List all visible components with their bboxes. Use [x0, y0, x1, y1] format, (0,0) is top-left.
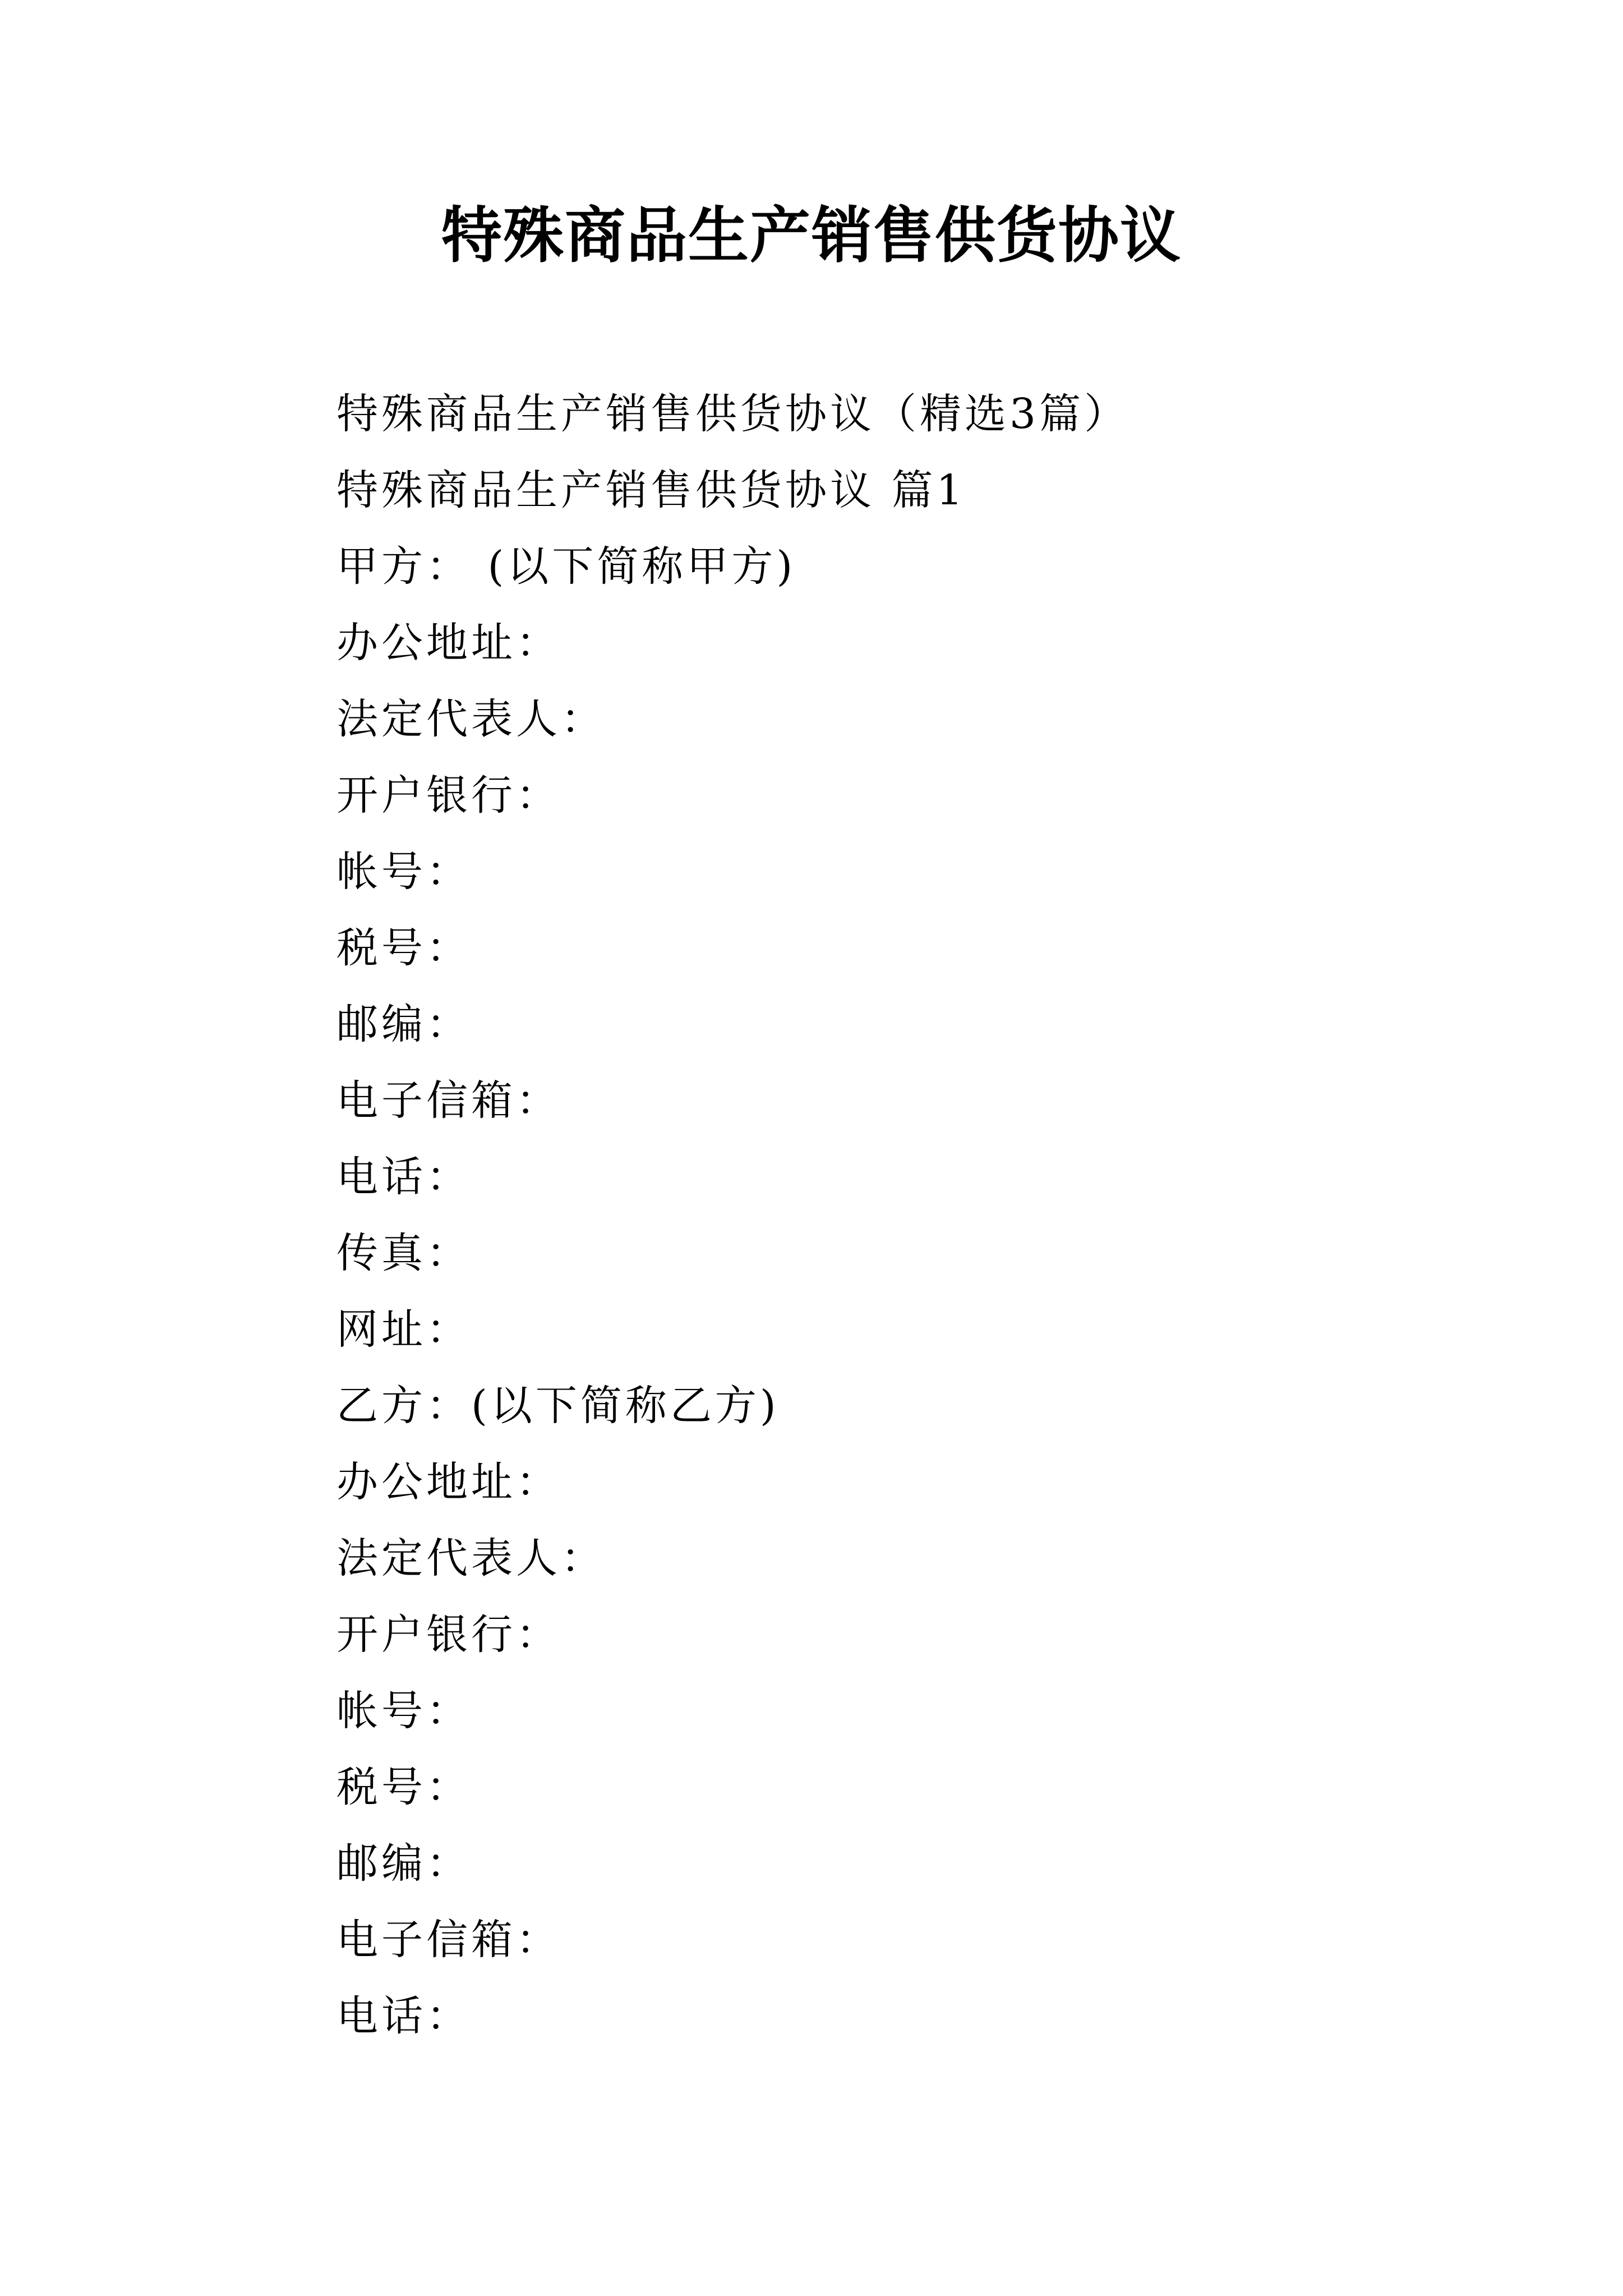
party-b-office-address: 办公地址： [336, 1458, 561, 1506]
subtitle-line: 特殊商品生产销售供货协议（精选3篇） [336, 390, 1129, 438]
document-body [336, 376, 1514, 2054]
party-a-tax-number: 税号： [336, 924, 471, 972]
party-a-fax: 传真： [336, 1229, 471, 1277]
party-a-website: 网址： [336, 1305, 471, 1354]
party-a-label: 甲方： (以下简称甲方) [336, 542, 796, 591]
party-b-tax-number: 税号： [336, 1763, 471, 1811]
party-b-legal-representative: 法定代表人： [336, 1534, 606, 1582]
party-b-email: 电子信箱： [336, 1916, 561, 1964]
party-b-label: 乙方：(以下简称乙方) [336, 1382, 780, 1430]
party-a-postcode: 邮编： [336, 1000, 471, 1048]
party-a-account: 帐号： [336, 848, 471, 896]
party-b-phone: 电话： [336, 1992, 471, 2040]
party-a-legal-representative: 法定代表人： [336, 695, 606, 743]
party-a-bank: 开户银行： [336, 771, 561, 820]
party-b-account: 帐号： [336, 1687, 471, 1735]
party-a-phone: 电话： [336, 1153, 471, 1201]
section-heading: 特殊商品生产销售供货协议 篇1 [336, 466, 966, 514]
document-title: 特殊商品生产销售供货协议 [441, 200, 1182, 271]
party-b-postcode: 邮编： [336, 1839, 471, 1888]
party-a-office-address: 办公地址： [336, 619, 561, 667]
party-a-email: 电子信箱： [336, 1076, 561, 1125]
party-b-bank: 开户银行： [336, 1611, 561, 1659]
